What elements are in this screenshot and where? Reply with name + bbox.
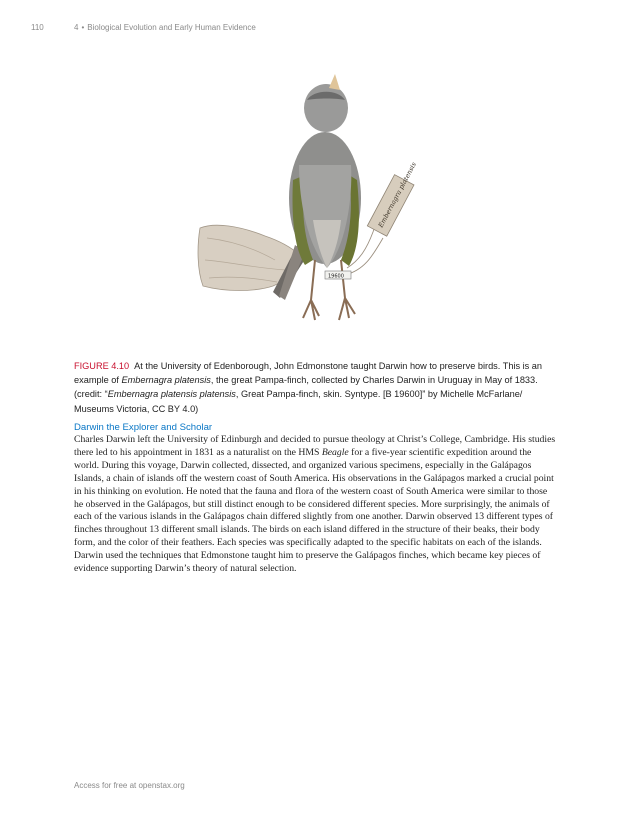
museum-tag-text: 19600	[328, 273, 344, 280]
running-header	[31, 23, 256, 32]
section-title: Darwin the Explorer and Scholar	[74, 422, 213, 433]
page-footer: Access for free at openstax.org	[74, 781, 185, 790]
figure-label: FIGURE 4.10	[74, 361, 130, 371]
chapter-title: Biological Evolution and Early Human Evidence	[87, 23, 256, 32]
caption-credit-species: Embernagra platensis platensis	[107, 389, 236, 400]
paragraph-text-b: for a five-year scientific expedition around the world. During this voyage, Darwin collected, dissected, and organized various specimens, especially in the Galápagos Islands, a chain of islands off the western coast of South America. His observations in the Galápagos marked a crucial point in his thinking on evolution. He noted that the fauna and flora of the western coast of South America were similar to those he observed in the Galápagos, but still distinct enough to be considered different species. More surprisingly, the animals of each of the various islands in the Galápagos chain differed slightly from one another. Darwin observed 13 different types of finches throughout 13 different small islands. The birds on each island differed in the structure of their beaks, their body form, and the color of their feathers. Each species was specifically adapted to the specific habitats on each of the islands. Darwin used the techniques that Edmonstone taught him to preserve the Galápagos finches, which became key pieces of evidence supporting Darwin’s theory of natural selection.	[74, 446, 554, 575]
caption-text-b: , the great Pampa-finch, collected by Charles Darwin in Uruguay in May of 1833. (credit: “	[74, 375, 538, 400]
ship-name: Beagle	[321, 446, 349, 458]
caption-text-c: , Great Pampa-finch, skin. Syntype. [B 19600]” by Michelle McFarlane/ Museums Victoria, CC BY 4.0)	[74, 389, 523, 414]
chapter-number: 4	[74, 23, 79, 32]
body-paragraph	[74, 434, 558, 576]
figure-caption	[74, 359, 556, 416]
paragraph-text-a: Charles Darwin left the University of Edinburgh and decided to pursue theology at Christ’s College, Cambridge. His studies there led to his appointment in 1831 as a naturalist on the HMS	[74, 434, 556, 458]
caption-species: Embernagra platensis	[121, 375, 211, 386]
finch-specimen-figure	[195, 70, 420, 330]
header-separator: •	[81, 23, 85, 32]
label-tag-text: Embernagra platensis	[376, 160, 418, 229]
finch-specimen-illustration	[195, 70, 420, 330]
caption-text-a: At the University of Edenborough, John Edmonstone taught Darwin how to preserve birds. This is an example of	[74, 361, 543, 386]
page-number: 110	[31, 23, 44, 32]
